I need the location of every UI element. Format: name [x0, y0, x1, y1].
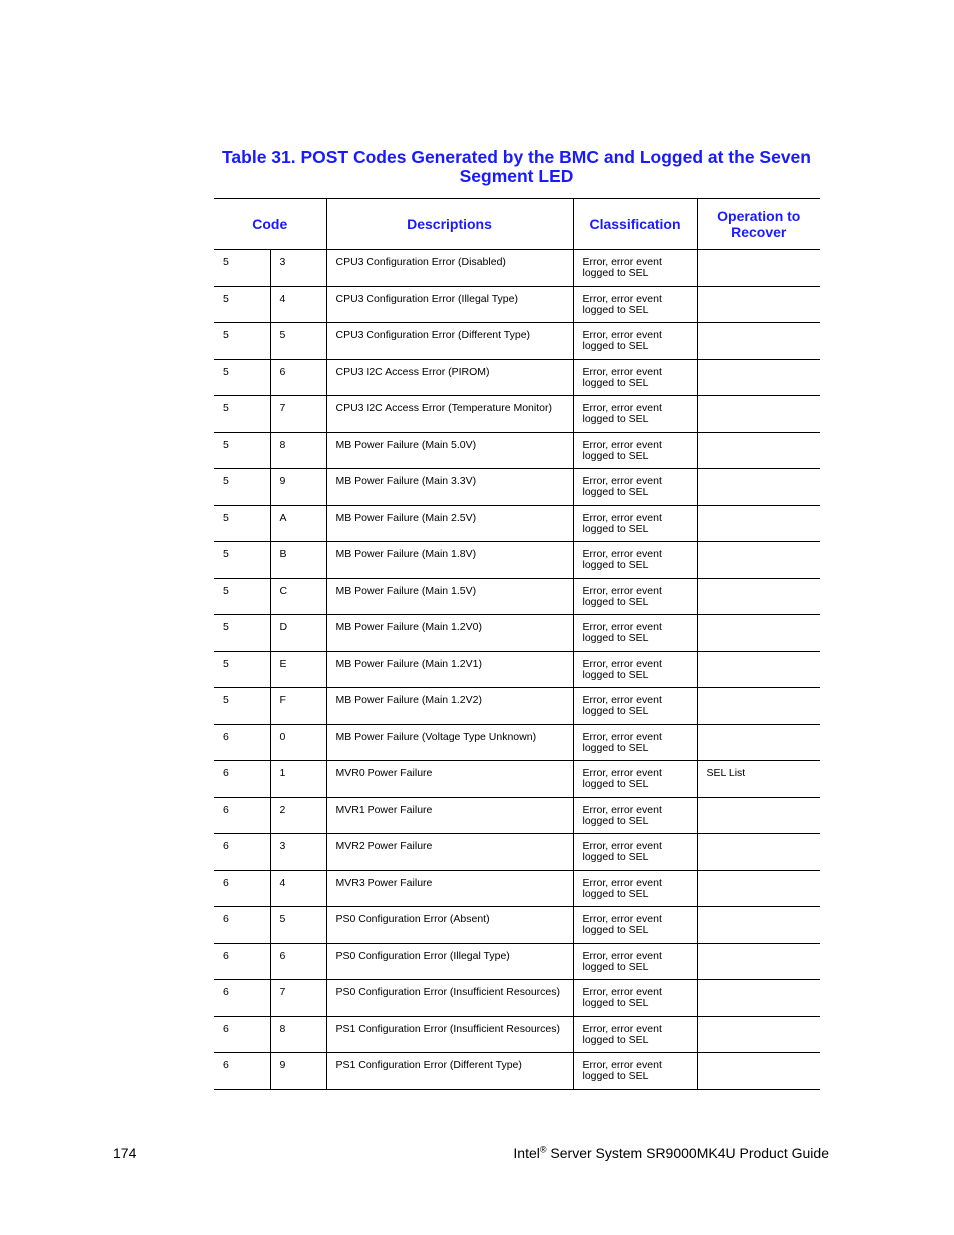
description-cell: CPU3 Configuration Error (Disabled): [326, 250, 573, 287]
code-digit-1-cell: 5: [214, 286, 270, 323]
operation-cell: [697, 797, 820, 834]
code-digit-2-cell: 6: [270, 943, 326, 980]
table-row: [214, 505, 820, 542]
classification-line-1: Error, error event: [582, 803, 662, 816]
classification-cell: [573, 578, 697, 615]
classification-cell: [573, 870, 697, 907]
classification-cell: [573, 505, 697, 542]
code-digit-2-cell: 8: [270, 432, 326, 469]
classification-line-2: logged to SEL: [582, 814, 649, 827]
classification-line-2: logged to SEL: [582, 851, 649, 863]
code-digit-1-cell: 5: [214, 469, 270, 506]
classification-line-1: Error, error event: [582, 365, 662, 378]
description-cell: MB Power Failure (Main 5.0V): [326, 432, 573, 469]
column-header-descriptions: Descriptions: [326, 199, 573, 250]
table-row: [214, 359, 820, 396]
classification-line-2: logged to SEL: [582, 1070, 649, 1082]
classification-cell: [573, 797, 697, 834]
classification-line-2: logged to SEL: [582, 632, 649, 644]
code-digit-2-cell: A: [270, 505, 326, 542]
classification-line-2: logged to SEL: [582, 778, 649, 790]
description-cell: PS0 Configuration Error (Absent): [326, 907, 573, 944]
column-header-operation: [697, 199, 820, 250]
code-digit-1-cell: 5: [214, 396, 270, 433]
code-digit-1-cell: 5: [214, 578, 270, 615]
code-digit-2-cell: 7: [270, 396, 326, 433]
page-number: 174: [113, 1145, 137, 1161]
code-digit-2-cell: C: [270, 578, 326, 615]
code-digit-2-cell: E: [270, 651, 326, 688]
code-digit-2-cell: 7: [270, 980, 326, 1017]
code-digit-1-cell: 5: [214, 432, 270, 469]
operation-cell: [697, 1053, 820, 1090]
operation-cell: [697, 432, 820, 469]
description-cell: MVR2 Power Failure: [326, 834, 573, 871]
operation-cell: [697, 834, 820, 871]
classification-line-2: logged to SEL: [582, 668, 649, 681]
classification-cell: [573, 943, 697, 980]
code-digit-2-cell: 5: [270, 907, 326, 944]
operation-cell: [697, 286, 820, 323]
classification-line-2: logged to SEL: [582, 303, 649, 316]
description-cell: MB Power Failure (Main 1.2V2): [326, 688, 573, 725]
classification-cell: [573, 980, 697, 1017]
operation-cell: [697, 870, 820, 907]
description-cell: MVR0 Power Failure: [326, 761, 573, 798]
table-header-row: [214, 199, 820, 250]
classification-line-2: logged to SEL: [582, 559, 649, 571]
classification-line-1: Error, error event: [582, 1059, 662, 1071]
classification-line-1: Error, error event: [582, 767, 662, 779]
table-row: [214, 396, 820, 433]
description-cell: PS1 Configuration Error (Different Type): [326, 1053, 573, 1090]
guide-brand: Intel: [513, 1145, 540, 1161]
classification-line-1: Error, error event: [582, 256, 662, 268]
description-cell: CPU3 Configuration Error (Different Type): [326, 323, 573, 360]
code-digit-1-cell: 6: [214, 1053, 270, 1090]
classification-cell: [573, 724, 697, 761]
description-cell: MVR3 Power Failure: [326, 870, 573, 907]
classification-line-1: Error, error event: [582, 402, 662, 414]
classification-line-1: Error, error event: [582, 657, 662, 670]
operation-cell: SEL List: [697, 761, 820, 798]
table-body: [214, 250, 820, 1090]
description-cell: PS1 Configuration Error (Insufficient Resources): [326, 1016, 573, 1053]
table-row: [214, 943, 820, 980]
table-row: [214, 469, 820, 506]
post-codes-table: [214, 198, 820, 1090]
description-cell: MB Power Failure (Main 1.5V): [326, 578, 573, 615]
operation-cell: [697, 542, 820, 579]
classification-line-2: logged to SEL: [582, 741, 649, 754]
classification-line-1: Error, error event: [582, 1022, 662, 1035]
code-digit-1-cell: 5: [214, 359, 270, 396]
code-digit-2-cell: 4: [270, 870, 326, 907]
code-digit-2-cell: 4: [270, 286, 326, 323]
classification-line-1: Error, error event: [582, 876, 662, 889]
description-cell: MB Power Failure (Main 1.2V0): [326, 615, 573, 652]
classification-cell: [573, 286, 697, 323]
description-cell: MB Power Failure (Main 3.3V): [326, 469, 573, 506]
operation-cell: [697, 943, 820, 980]
classification-line-1: Error, error event: [582, 621, 662, 633]
code-digit-2-cell: F: [270, 688, 326, 725]
table-row: [214, 286, 820, 323]
table-row: [214, 688, 820, 725]
classification-line-1: Error, error event: [582, 949, 662, 962]
table-row: [214, 870, 820, 907]
operation-cell: [697, 980, 820, 1017]
code-digit-2-cell: B: [270, 542, 326, 579]
operation-cell: [697, 907, 820, 944]
description-cell: MB Power Failure (Main 2.5V): [326, 505, 573, 542]
code-digit-1-cell: 6: [214, 834, 270, 871]
description-cell: MB Power Failure (Main 1.8V): [326, 542, 573, 579]
classification-line-1: Error, error event: [582, 438, 662, 451]
table-title-line-1: Table 31. POST Codes Generated by the BMC and Logged at the Seven: [222, 147, 811, 167]
classification-line-2: logged to SEL: [582, 1033, 649, 1046]
operation-cell: [697, 250, 820, 287]
classification-cell: [573, 834, 697, 871]
classification-cell: [573, 1053, 697, 1090]
classification-line-2: logged to SEL: [582, 413, 649, 425]
operation-cell: [697, 615, 820, 652]
operation-cell: [697, 359, 820, 396]
operation-cell: [697, 724, 820, 761]
classification-line-1: Error, error event: [582, 730, 662, 743]
classification-cell: [573, 907, 697, 944]
table-row: [214, 797, 820, 834]
classification-line-1: Error, error event: [582, 475, 662, 487]
classification-cell: [573, 396, 697, 433]
code-digit-1-cell: 6: [214, 943, 270, 980]
column-header-operation-line-1: Operation to: [717, 208, 801, 224]
code-digit-2-cell: 5: [270, 323, 326, 360]
classification-line-2: logged to SEL: [582, 486, 649, 498]
classification-line-2: logged to SEL: [582, 449, 649, 462]
registered-mark: ®: [539, 1144, 547, 1155]
table-row: [214, 834, 820, 871]
description-cell: CPU3 I2C Access Error (Temperature Monitor): [326, 396, 573, 433]
code-digit-1-cell: 6: [214, 761, 270, 798]
table-title-line-2: Segment LED: [459, 165, 574, 186]
classification-line-1: Error, error event: [582, 840, 662, 852]
table-row: [214, 250, 820, 287]
table-row: [214, 980, 820, 1017]
code-digit-2-cell: 3: [270, 250, 326, 287]
table-row: [214, 1053, 820, 1090]
table-row: [214, 907, 820, 944]
operation-cell: [697, 469, 820, 506]
code-digit-1-cell: 5: [214, 651, 270, 688]
code-digit-1-cell: 6: [214, 797, 270, 834]
table-row: [214, 432, 820, 469]
code-digit-2-cell: 1: [270, 761, 326, 798]
code-digit-2-cell: 8: [270, 1016, 326, 1053]
code-digit-1-cell: 6: [214, 724, 270, 761]
classification-line-1: Error, error event: [582, 986, 662, 998]
code-digit-1-cell: 6: [214, 1016, 270, 1053]
description-cell: PS0 Configuration Error (Illegal Type): [326, 943, 573, 980]
table-title: [214, 148, 819, 185]
code-digit-1-cell: 5: [214, 250, 270, 287]
table-row: [214, 724, 820, 761]
classification-line-2: logged to SEL: [582, 924, 649, 936]
classification-line-1: Error, error event: [582, 584, 662, 597]
description-cell: MVR1 Power Failure: [326, 797, 573, 834]
classification-cell: [573, 469, 697, 506]
classification-cell: [573, 323, 697, 360]
classification-cell: [573, 761, 697, 798]
classification-cell: [573, 615, 697, 652]
description-cell: CPU3 I2C Access Error (PIROM): [326, 359, 573, 396]
classification-line-2: logged to SEL: [582, 595, 649, 608]
classification-cell: [573, 250, 697, 287]
code-digit-2-cell: 6: [270, 359, 326, 396]
code-digit-1-cell: 6: [214, 980, 270, 1017]
column-header-operation-line-2: Recover: [731, 224, 787, 240]
description-cell: PS0 Configuration Error (Insufficient Resources): [326, 980, 573, 1017]
classification-line-1: Error, error event: [582, 292, 662, 305]
table-row: [214, 542, 820, 579]
classification-line-2: logged to SEL: [582, 705, 649, 717]
guide-title-rest: Server System SR9000MK4U Product Guide: [546, 1145, 829, 1161]
classification-line-2: logged to SEL: [582, 376, 649, 389]
classification-cell: [573, 688, 697, 725]
classification-line-1: Error, error event: [582, 329, 662, 341]
classification-line-2: logged to SEL: [582, 340, 649, 352]
description-cell: MB Power Failure (Main 1.2V1): [326, 651, 573, 688]
table-row: [214, 578, 820, 615]
code-digit-2-cell: 2: [270, 797, 326, 834]
classification-line-2: logged to SEL: [582, 267, 649, 279]
classification-line-1: Error, error event: [582, 913, 662, 925]
description-cell: MB Power Failure (Voltage Type Unknown): [326, 724, 573, 761]
code-digit-2-cell: 0: [270, 724, 326, 761]
operation-cell: [697, 396, 820, 433]
classification-cell: [573, 651, 697, 688]
code-digit-1-cell: 6: [214, 907, 270, 944]
code-digit-2-cell: 9: [270, 469, 326, 506]
code-digit-1-cell: 6: [214, 870, 270, 907]
code-digit-2-cell: 9: [270, 1053, 326, 1090]
table-row: [214, 1016, 820, 1053]
classification-line-2: logged to SEL: [582, 997, 649, 1009]
classification-line-1: Error, error event: [582, 548, 662, 560]
classification-line-2: logged to SEL: [582, 522, 649, 535]
code-digit-2-cell: 3: [270, 834, 326, 871]
code-digit-2-cell: D: [270, 615, 326, 652]
table-row: [214, 615, 820, 652]
operation-cell: [697, 505, 820, 542]
table-row: [214, 323, 820, 360]
column-header-classification: Classification: [573, 199, 697, 250]
guide-title: [513, 1145, 829, 1161]
operation-cell: [697, 688, 820, 725]
classification-cell: [573, 542, 697, 579]
classification-line-1: Error, error event: [582, 694, 662, 706]
table-row: [214, 651, 820, 688]
code-digit-1-cell: 5: [214, 615, 270, 652]
code-digit-1-cell: 5: [214, 323, 270, 360]
description-cell: CPU3 Configuration Error (Illegal Type): [326, 286, 573, 323]
table-row: [214, 761, 820, 798]
operation-cell: [697, 578, 820, 615]
code-digit-1-cell: 5: [214, 505, 270, 542]
column-header-code: Code: [214, 199, 326, 250]
classification-cell: [573, 359, 697, 396]
operation-cell: [697, 651, 820, 688]
classification-cell: [573, 432, 697, 469]
classification-cell: [573, 1016, 697, 1053]
classification-line-1: Error, error event: [582, 511, 662, 524]
code-digit-1-cell: 5: [214, 542, 270, 579]
code-digit-1-cell: 5: [214, 688, 270, 725]
operation-cell: [697, 323, 820, 360]
classification-line-2: logged to SEL: [582, 960, 649, 973]
classification-line-2: logged to SEL: [582, 887, 649, 900]
operation-cell: [697, 1016, 820, 1053]
